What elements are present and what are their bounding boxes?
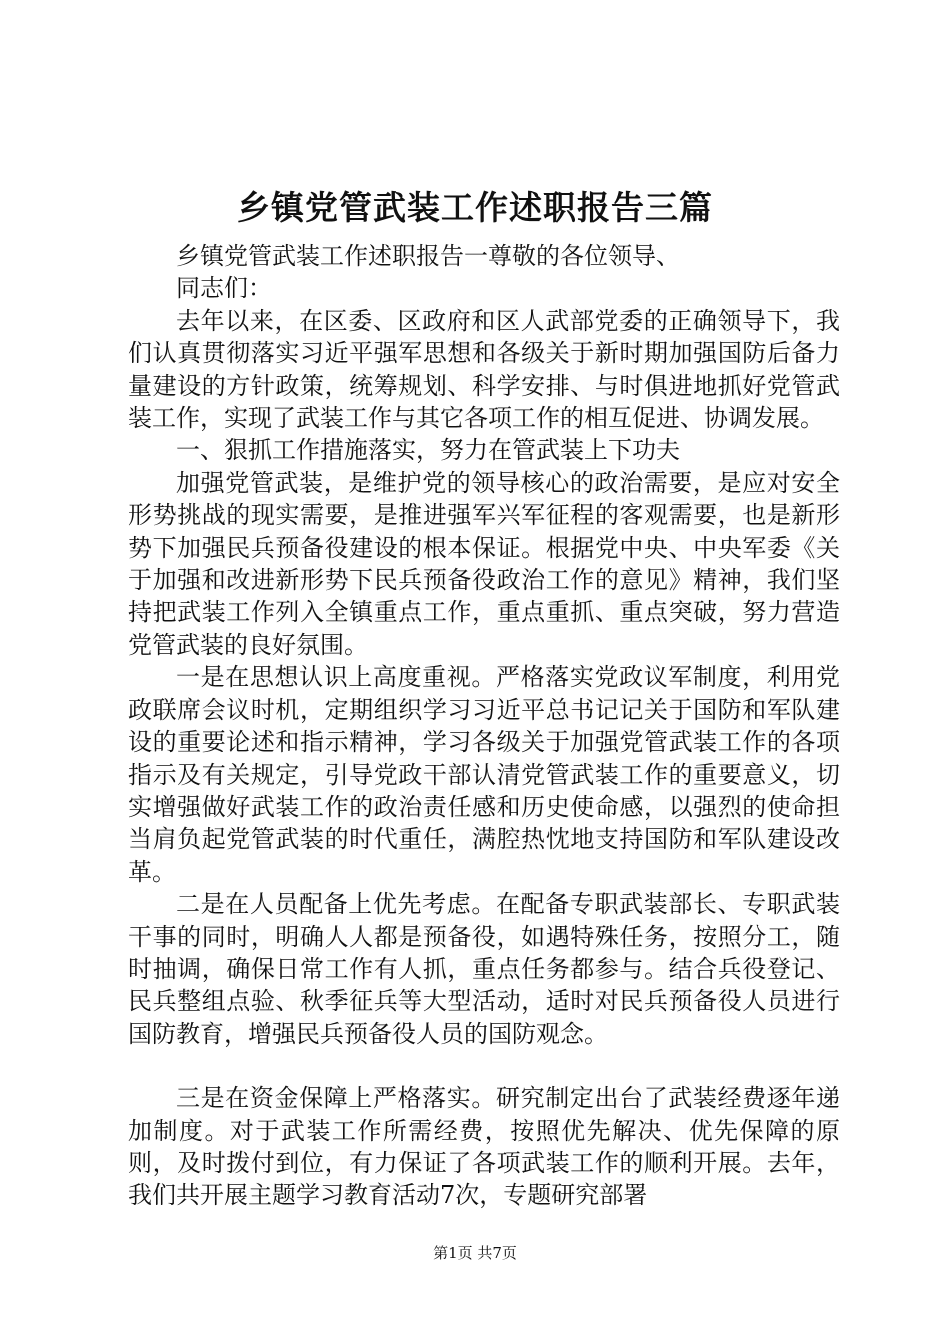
section-heading: 一、狠抓工作措施落实，努力在管武装上下功夫 [176,436,680,465]
paragraph: 乡镇党管武装工作述职报告一尊敬的各位领导、 [176,242,680,270]
page-footer: 第1页 共7页 [433,1244,517,1262]
paragraph: 去年以来，在区委、区政府和区人武部党委的正确领导下，我们认真贯彻落实习近平强军思想和各级关于新时期加强国防后备力量建设的方针政策，统筹规划、科学安排、与时俱进地抓好党管武装工作，实现了武装工作与其它各项工作的相互促进、协调发展。 [128,306,840,433]
document-title: 乡镇党管武装工作述职报告三篇 [237,188,713,227]
paragraph: 三是在资金保障上严格落实。研究制定出台了武装经费逐年递加制度。对于武装工作所需经费，按照优先解决、优先保障的原则，及时拨付到位，有力保证了各项武装工作的顺利开展。去年，我们共开展主题学习教育活动7次，专题研究部署 [128,1084,840,1210]
paragraph: 二是在人员配备上优先考虑。在配备专职武装部长、专职武装干事的同时，明确人人都是预备役，如遇特殊任务，按照分工，随时抽调，确保日常工作有人抓，重点任务都参与。结合兵役登记、民兵整组点验、秋季征兵等大型活动，适时对民兵预备役人员进行国防教育，增强民兵预备役人员的国防观念。 [128,890,840,1048]
paragraph: 一是在思想认识上高度重视。严格落实党政议军制度，利用党政联席会议时机，定期组织学习习近平总书记记关于国防和军队建设的重要论述和指示精神，学习各级关于加强党管武装工作的各项指示及有关规定，引导党政干部认清党管武装工作的重要意义，切实增强做好武装工作的政治责任感和历史使命感，以强烈的使命担当肩负起党管武装的时代重任，满腔热忱地支持国防和军队建设改革。 [128,663,840,886]
paragraph: 加强党管武装，是维护党的领导核心的政治需要，是应对安全形势挑战的现实需要，是推进强军兴军征程的客观需要，也是新形势下加强民兵预备役建设的根本保证。根据党中央、中央军委《关于加强和改进新形势下民兵预备役政治工作的意见》精神，我们坚持把武装工作列入全镇重点工作，重点重抓、重点突破，努力营造党管武装的良好氛围。 [128,468,840,659]
document-body [128,240,840,1212]
paragraph: 同志们： [176,274,272,303]
